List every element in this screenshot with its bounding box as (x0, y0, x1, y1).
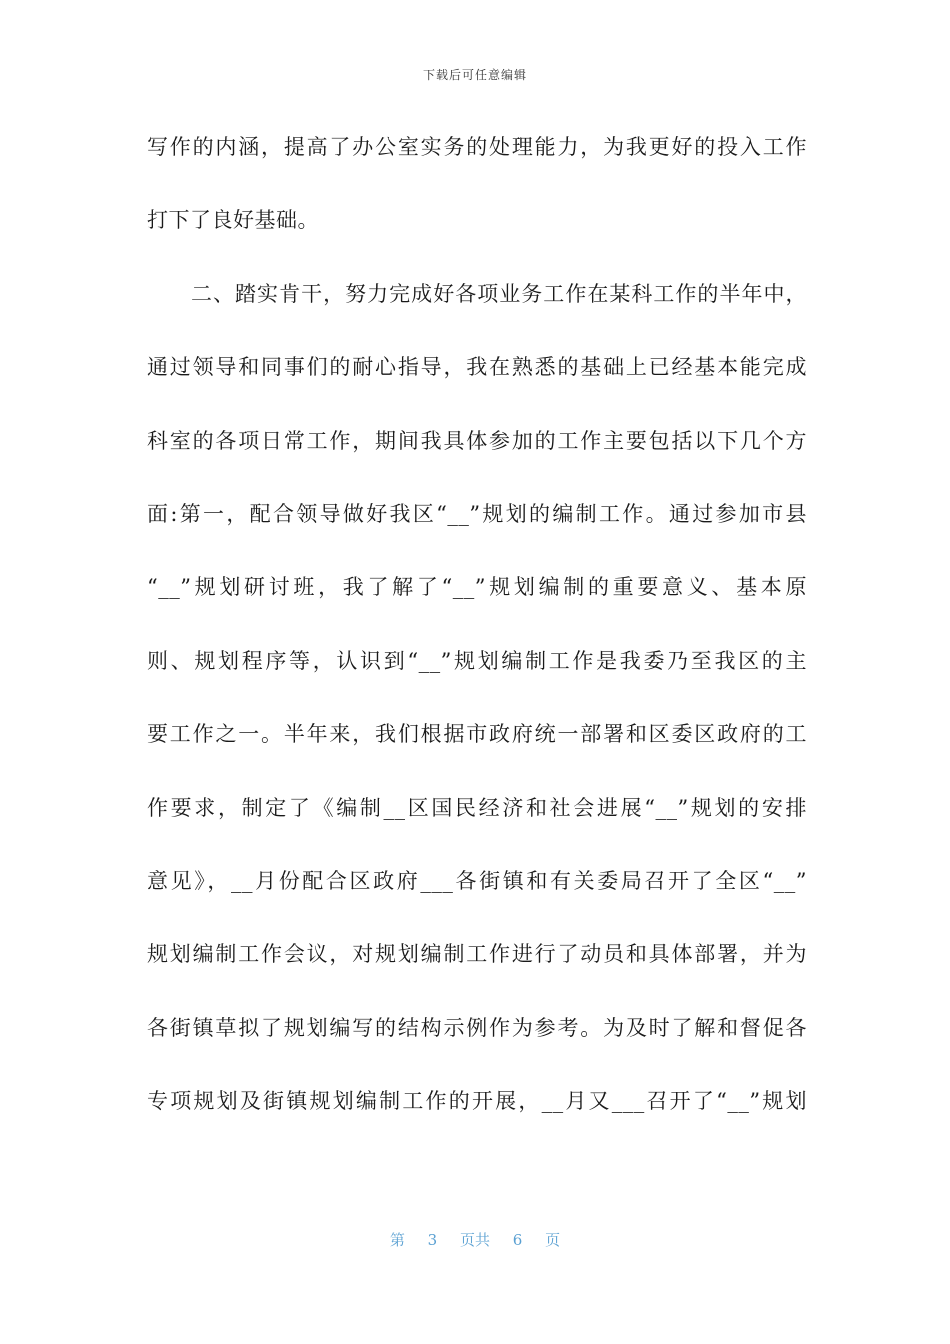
text-line: 则、规划程序等，认识到“__”规划编制工作是我委乃至我区的主 (147, 648, 807, 673)
text-line: 写作的内涵，提高了办公室实务的处理能力，为我更好的投入工作 (147, 135, 807, 159)
text-line: “__”规划研讨班，我了解了“__”规划编制的重要意义、基本原 (147, 575, 807, 600)
text-line: 意见》，__月份配合区政府___各街镇和有关委局召开了全区“__” (147, 868, 807, 893)
text-line: 二、踏实肯干，努力完成好各项业务工作在某科工作的半年中， (191, 281, 807, 306)
page-label-prefix: 第 (389, 1231, 405, 1249)
text-line: 作要求，制定了《编制__区国民经济和社会进展“__”规划的安排 (147, 795, 807, 820)
text-line: 科室的各项日常工作，期间我具体参加的工作主要包括以下几个方 (147, 428, 807, 453)
document-body (147, 124, 807, 1151)
text-line: 面:第一，配合领导做好我区“__”规划的编制工作。通过参加市县 (147, 501, 807, 526)
text-line: 各街镇草拟了规划编写的结构示例作为参考。为及时了解和督促各 (147, 1015, 807, 1040)
page-footer (0, 1229, 950, 1250)
text-line: 规划编制工作会议，对规划编制工作进行了动员和具体部署，并为 (147, 942, 807, 967)
current-page-number: 3 (427, 1231, 438, 1249)
total-pages-number: 6 (512, 1231, 523, 1249)
header-note: 下载后可任意编辑 (422, 68, 527, 82)
text-line: 通过领导和同事们的耐心指导，我在熟悉的基础上已经基本能完成 (147, 355, 807, 380)
text-line: 要工作之一。半年来，我们根据市政府统一部署和区委区政府的工 (147, 722, 807, 747)
text-line: 打下了良好基础。 (147, 208, 319, 233)
page-label-suffix: 页 (545, 1231, 561, 1249)
text-line: 专项规划及街镇规划编制工作的开展，__月又___召开了“__”规划 (147, 1089, 807, 1114)
page-label-mid: 页共 (459, 1231, 490, 1249)
